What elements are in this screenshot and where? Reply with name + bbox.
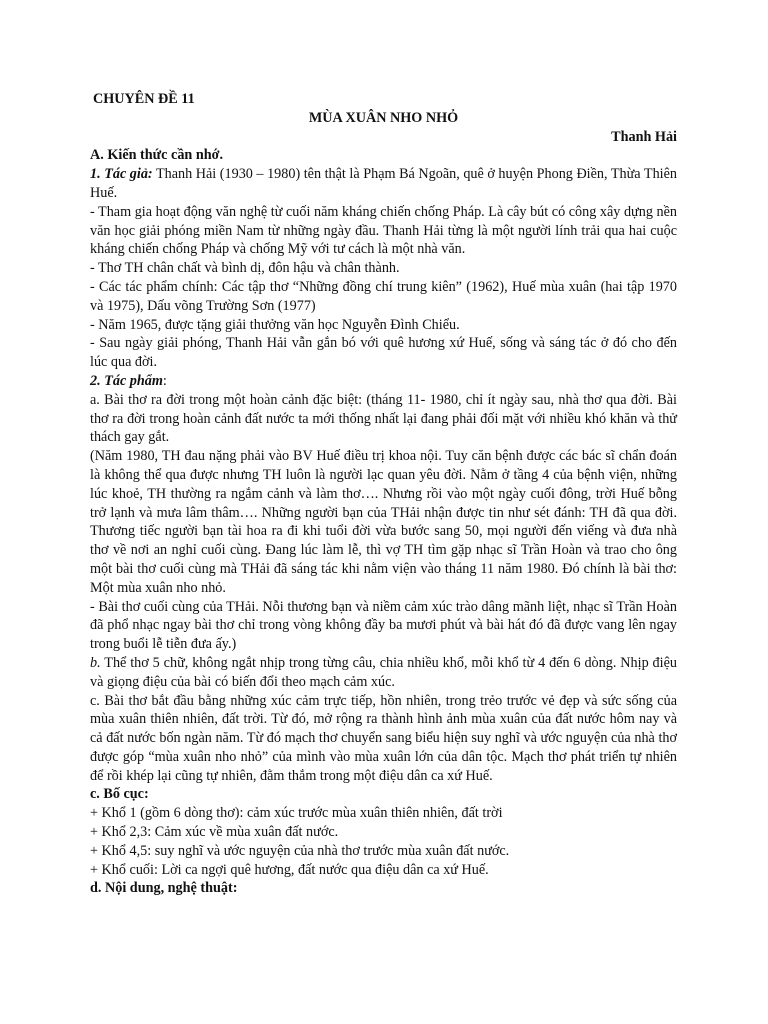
structure-item: + Khổ cuối: Lời ca ngợi quê hương, đất nước qua điệu dân ca xứ Huế. bbox=[90, 861, 489, 878]
document-body bbox=[90, 90, 677, 898]
work-paragraph-a: a. Bài thơ ra đời trong một hoàn cảnh đặc biệt: (tháng 11- 1980, chỉ ít ngày sau, nhà thơ qua đời. Bài thơ ra đời trong hoàn cảnh đất nước ta mới thống nhất lại đang phải đối mặt với nhiều khó khăn và thử thách gay gắt. bbox=[90, 391, 677, 446]
work-paragraph-b bbox=[90, 654, 677, 692]
work-paragraph-c: c. Bài thơ bắt đầu bằng những xúc cảm trực tiếp, hồn nhiên, trong trẻo trước vẻ đẹp và sức sống của mùa xuân thiên nhiên, đất trời. Từ đó, mở rộng ra thành hình ảnh mùa xuân của đất nước hôm nay và cả đất nước bốn ngàn năm. Từ đó mạch thơ chuyển sang biểu hiện suy nghĩ và ước nguyện của nhà thơ được góp “mùa xuân nho nhỏ” của mình vào mùa xuân lớn của dân tộc. Mạch thơ phát triển tự nhiên để rồi khép lại cũng tự nhiên, đằm thắm trong một điệu dân ca xứ Huế. bbox=[90, 692, 677, 784]
author-paragraph-2: - Thơ TH chân chất và bình dị, đôn hậu và chân thành. bbox=[90, 260, 400, 277]
item-b-label: b. bbox=[90, 654, 101, 671]
author-paragraph-5: - Sau ngày giải phóng, Thanh Hải vẫn gắn bó với quê hương xứ Huế, sống và sáng tác ở đó cho đến lúc qua đời. bbox=[90, 335, 677, 371]
item-b-text: Thể thơ 5 chữ, không ngắt nhịp trong từng câu, chia nhiều khổ, mỗi khổ từ 4 đến 6 dòng. Nhịp điệu và giọng điệu của bài có biến đổi theo mạch cảm xúc. bbox=[90, 654, 677, 690]
structure-item: + Khổ 4,5: suy nghĩ và ước nguyện của nhà thơ trước mùa xuân đất nước. bbox=[90, 842, 510, 859]
author-name: Thanh Hải bbox=[611, 128, 677, 145]
topic-number: CHUYÊN ĐỀ 11 bbox=[93, 91, 195, 107]
structure-item: + Khổ 2,3: Cảm xúc về mùa xuân đất nước. bbox=[90, 824, 339, 841]
work-heading bbox=[90, 372, 677, 391]
poem-title: MÙA XUÂN NHO NHỎ bbox=[308, 109, 459, 126]
author-label: 1. Tác giả: bbox=[90, 166, 153, 183]
content-art-heading: d. Nội dung, nghệ thuật: bbox=[90, 880, 238, 897]
work-label: 2. Tác phẩm bbox=[90, 372, 163, 389]
author-paragraph-1: - Tham gia hoạt động văn nghệ từ cuối năm kháng chiến chống Pháp. Là cây bút có công xây dựng nền văn học giải phóng miền Nam từ những ngày đầu. Thanh Hải từng là một người lính trải qua hai cuộc kháng chiến chống Pháp và chống Mỹ với tư cách là một nhà văn. bbox=[90, 203, 677, 258]
work-label-colon: : bbox=[162, 372, 167, 389]
author-paragraph-3: - Các tác phẩm chính: Các tập thơ “Những đồng chí trung kiên” (1962), Huế mùa xuân (hai tập 1970 và 1975), Dấu võng Trường Sơn (1977) bbox=[90, 278, 677, 314]
author-intro-text: Thanh Hải (1930 – 1980) tên thật là Phạm Bá Ngoãn, quê ở huyện Phong Điền, Thừa Thiên Huế. bbox=[90, 166, 677, 201]
work-story-paragraph: (Năm 1980, TH đau nặng phải vào BV Huế điều trị khoa nội. Tuy căn bệnh được các bác sĩ chẩn đoán là không thể qua được nhưng TH luôn là người lạc quan yêu đời. Nằm ở tầng 4 của bệnh viện, những lúc khoẻ, TH thường ra ngắm cảnh và làm thơ…. Nhưng rồi vào một ngày cuối đông, trời Huế bỗng trở lạnh và mưa lâm thâm…. Những người bạn của THải nhận được tin như sét đánh: TH đã qua đời. Thương tiếc người bạn tài hoa ra đi khi tuổi đời vừa bước sang 50, mọi người đến viếng và đưa nhà thơ về nơi an nghỉ cuối cùng. Đang lúc làm lễ, thì vợ TH tìm gặp nhạc sĩ Trần Hoàn và trao cho ông một bài thơ cuối cùng mà THải đã sáng tác khi nằm viện vào tháng 11 năm 1980. Đó chính là bài thơ: Một mùa xuân nho nhỏ. bbox=[90, 448, 677, 596]
structure-item: + Khổ 1 (gồm 6 dòng thơ): cảm xúc trước mùa xuân thiên nhiên, đất trời bbox=[90, 805, 503, 822]
work-last-poem-paragraph: - Bài thơ cuối cùng của THải. Nỗi thương bạn và niềm cảm xúc trào dâng mãnh liệt, nhạc sĩ Trần Hoàn đã phổ nhạc ngay bài thơ chỉ trong vòng không đầy ba mươi phút và bài hát đó đã được vang lên ngay trong buổi lễ tiễn đưa ấy.) bbox=[90, 598, 677, 653]
structure-heading: c. Bố cục: bbox=[90, 786, 149, 803]
author-intro-paragraph bbox=[90, 165, 677, 203]
author-paragraph-4: - Năm 1965, được tặng giải thưởng văn học Nguyễn Đình Chiểu. bbox=[90, 316, 460, 333]
section-a-heading: A. Kiến thức cần nhớ. bbox=[90, 147, 224, 164]
